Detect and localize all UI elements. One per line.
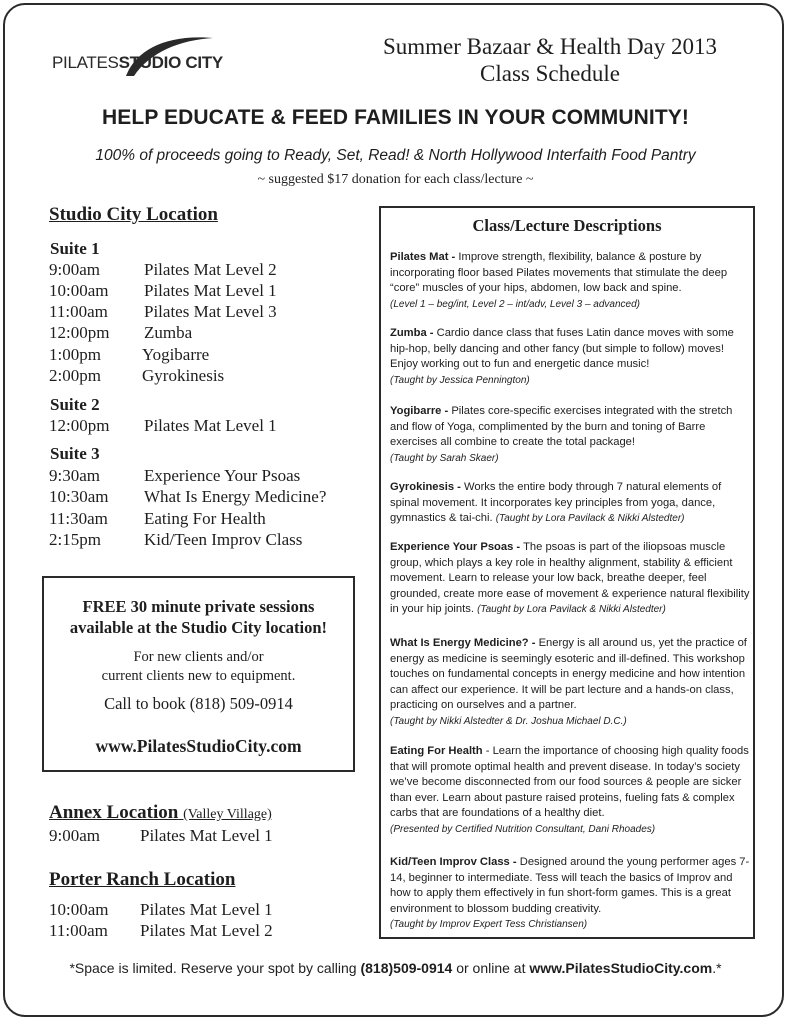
description-item bbox=[390, 744, 750, 838]
class-time: 9:00am bbox=[49, 260, 100, 279]
description-item bbox=[390, 855, 750, 933]
description-credit: (Taught by Nikki Alstedter & Dr. Joshua Michael D.C.) bbox=[390, 715, 627, 727]
description-text: Energy is all around us, yet the practice of energy as medicine is seemingly esoteric and ill-defined. This workshop touches on fundamental concepts in energy medicine and how intention can affect our experience. It will be part lecture and a hands-on class, practicing on ourselves and a partner. bbox=[390, 637, 747, 712]
class-name: Pilates Mat Level 3 bbox=[144, 302, 277, 321]
class-time: 10:00am bbox=[49, 900, 109, 919]
footer-middle: or online at bbox=[452, 960, 530, 976]
description-title: What Is Energy Medicine? - bbox=[390, 637, 536, 649]
class-time: 9:30am bbox=[49, 466, 100, 485]
description-text: Designed around the young performer ages 7-14, beginner to intermediate. Tess will teach the basics of Improv and how to apply them effectively in fun short-form games. This is a great environment to blossom budding creativity. bbox=[390, 856, 750, 915]
footer-phone[interactable]: (818)509-0914 bbox=[360, 960, 453, 976]
suite-heading: Suite 2 bbox=[50, 395, 100, 414]
description-credit: (Taught by Improv Expert Tess Christiansen) bbox=[390, 919, 588, 931]
logo bbox=[48, 28, 248, 78]
class-name: Pilates Mat Level 2 bbox=[140, 921, 273, 940]
headline: HELP EDUCATE & FEED FAMILIES IN YOUR COMMUNITY! bbox=[102, 106, 689, 129]
description-item bbox=[390, 404, 750, 466]
description-title: Experience Your Psoas - bbox=[390, 541, 521, 553]
studio-city-heading: Studio City Location bbox=[49, 204, 218, 225]
description-item bbox=[390, 540, 750, 618]
class-time: 12:00pm bbox=[49, 323, 110, 342]
class-name: Experience Your Psoas bbox=[144, 466, 301, 485]
free-sessions-title-line2: available at the Studio City location! bbox=[69, 618, 328, 637]
class-name: Yogibarre bbox=[142, 345, 210, 364]
annex-subheading: (Valley Village) bbox=[183, 807, 272, 822]
class-name: Pilates Mat Level 1 bbox=[144, 281, 277, 300]
class-time: 2:15pm bbox=[49, 530, 101, 549]
description-text: Improve strength, flexibility, balance & posture by incorporating floor based Pilates movements that stimulate the deep “core” muscles of your hips, abdomen, low back and spine. bbox=[390, 251, 728, 295]
free-sessions-title-line1: FREE 30 minute private sessions bbox=[82, 597, 315, 616]
description-item bbox=[390, 480, 750, 527]
class-name: Kid/Teen Improv Class bbox=[144, 530, 303, 549]
description-title: Eating For Health bbox=[390, 745, 483, 757]
website-link[interactable]: www.PilatesStudioCity.com bbox=[95, 736, 302, 756]
class-name: Pilates Mat Level 2 bbox=[144, 260, 277, 279]
description-title: Zumba - bbox=[390, 327, 434, 339]
description-text: - Learn the importance of choosing high quality foods that will promote optimal health and prevent disease. In today’s society we’ve become disconnected from our food sources & people are sicker than ever. Learn about pasture raised proteins, fueling fats & complex carbs that are foundations of a healthy diet. bbox=[390, 745, 749, 820]
call-to-book: Call to book (818) 509-0914 bbox=[104, 694, 293, 713]
description-item bbox=[390, 250, 750, 312]
descriptions-box bbox=[379, 206, 755, 939]
description-credit: (Presented by Certified Nutrition Consultant, Dani Rhoades) bbox=[390, 823, 656, 835]
footer-website-link[interactable]: www.PilatesStudioCity.com bbox=[529, 960, 713, 976]
class-time: 11:00am bbox=[49, 921, 108, 940]
class-time: 10:00am bbox=[49, 281, 109, 300]
description-text: Works the entire body through 7 natural elements of spinal movement. It incorporates key principles from yoga, dance, gymnastics & tai-chi. bbox=[390, 481, 722, 525]
free-sessions-note bbox=[44, 648, 353, 686]
footer-note bbox=[0, 960, 791, 976]
class-time: 1:00pm bbox=[49, 345, 101, 364]
class-time: 11:30am bbox=[49, 509, 108, 528]
event-title-line1: Summer Bazaar & Health Day 2013 bbox=[382, 34, 718, 59]
class-name: Gyrokinesis bbox=[142, 366, 225, 385]
description-text: Cardio dance class that fuses Latin dance moves with some hip-hop, belly dancing and other fancy (but simple to follow) moves! Enjoy working out to fun and energetic dance music! bbox=[390, 327, 734, 371]
annex-heading bbox=[49, 802, 272, 824]
proceeds-note: 100% of proceeds going to Ready, Set, Read! & North Hollywood Interfaith Food Pantry bbox=[95, 147, 696, 164]
description-title: Gyrokinesis - bbox=[390, 481, 461, 493]
class-name: Zumba bbox=[144, 323, 193, 342]
class-time: 10:30am bbox=[49, 487, 109, 506]
description-credit: (Taught by Jessica Pennington) bbox=[390, 374, 530, 386]
description-credit: (Taught by Lora Pavilack & Nikki Alstedter) bbox=[477, 604, 666, 616]
description-credit: (Level 1 – beg/int, Level 2 – int/adv, Level 3 – advanced) bbox=[390, 298, 640, 310]
class-name: Eating For Health bbox=[144, 509, 266, 528]
event-title-line2: Class Schedule bbox=[480, 61, 620, 86]
description-text: Pilates core-specific exercises integrated with the stretch and flow of Yoga, complimented by the burn and toning of Barre exercises all combine to create the total package! bbox=[390, 405, 733, 449]
description-title: Yogibarre - bbox=[390, 405, 449, 417]
description-item bbox=[390, 326, 750, 388]
footer-suffix: .* bbox=[712, 960, 722, 976]
suite-heading: Suite 3 bbox=[50, 444, 100, 463]
logo-brand-part1: PILATES bbox=[52, 53, 119, 72]
free-sessions-note-line1: For new clients and/or bbox=[133, 649, 264, 665]
description-title: Kid/Teen Improv Class - bbox=[390, 856, 517, 868]
description-item bbox=[390, 636, 750, 730]
suite-heading: Suite 1 bbox=[50, 239, 100, 258]
class-time: 12:00pm bbox=[49, 416, 110, 435]
class-time: 2:00pm bbox=[49, 366, 101, 385]
descriptions-heading: Class/Lecture Descriptions bbox=[472, 216, 662, 235]
free-sessions-title bbox=[44, 596, 353, 638]
description-credit: (Taught by Lora Pavilack & Nikki Alstedter) bbox=[495, 513, 685, 525]
class-name: What Is Energy Medicine? bbox=[144, 487, 327, 506]
footer-prefix: *Space is limited. Reserve your spot by calling bbox=[69, 960, 361, 976]
annex-heading-label: Annex Location bbox=[49, 802, 179, 823]
class-name: Pilates Mat Level 1 bbox=[144, 416, 277, 435]
free-sessions-note-line2: current clients new to equipment. bbox=[101, 668, 296, 684]
class-name: Pilates Mat Level 1 bbox=[140, 826, 273, 845]
class-name: Pilates Mat Level 1 bbox=[140, 900, 273, 919]
logo-text bbox=[52, 53, 223, 73]
description-credit: (Taught by Sarah Skaer) bbox=[390, 452, 499, 464]
porter-ranch-heading: Porter Ranch Location bbox=[49, 869, 236, 890]
description-text: The psoas is part of the iliopsoas muscle group, which plays a key role in healthy alignment, stability & efficient movement. Learn to release your low back, breathe deeper, feel grounded, create more ease of movement & experience natural flexibility in your hip joints. bbox=[390, 541, 750, 616]
free-sessions-box bbox=[42, 576, 355, 772]
description-title: Pilates Mat - bbox=[390, 251, 456, 263]
event-title bbox=[330, 33, 770, 87]
donation-note: ~ suggested $17 donation for each class/lecture ~ bbox=[257, 172, 534, 187]
class-time: 11:00am bbox=[49, 302, 108, 321]
logo-brand-part2: STUDIO CITY bbox=[118, 53, 223, 72]
class-time: 9:00am bbox=[49, 826, 100, 845]
